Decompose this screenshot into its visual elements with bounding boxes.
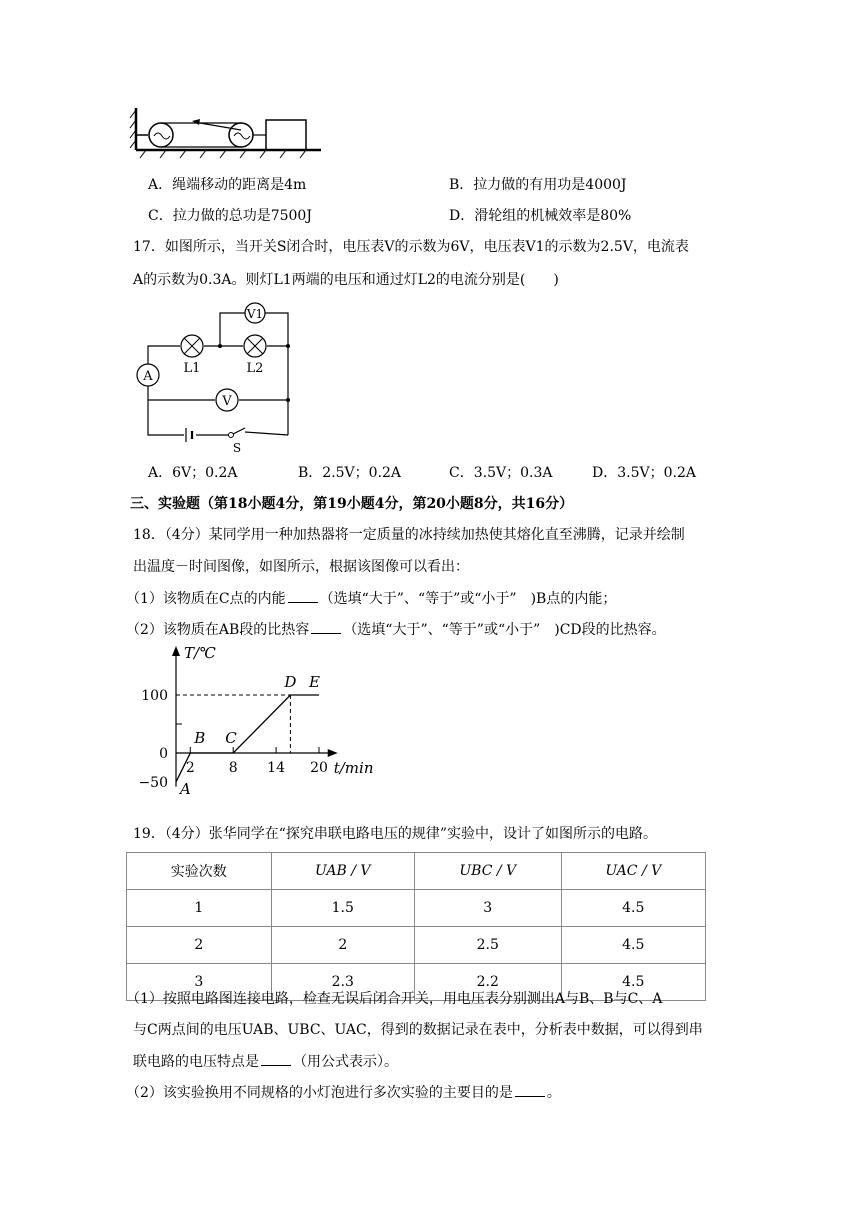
q17-stem-line1: 17．如图所示，当开关S闭合时，电压表V的示数为6V，电压表V1的示数为2.5V，电流表 bbox=[133, 239, 689, 255]
x-axis-arrow bbox=[328, 749, 338, 757]
q18-sub2 bbox=[126, 619, 666, 639]
q17-option-c[interactable]: C．3.5V；0.3A bbox=[449, 465, 553, 481]
point-label-c: C bbox=[225, 729, 237, 747]
q19-sub1-line3 bbox=[133, 1051, 398, 1071]
lamp-l1-label: L1 bbox=[183, 361, 201, 376]
y-tick-label: 0 bbox=[159, 746, 168, 762]
q17-stem-line2: A的示数为0.3A。则灯L1两端的电压和通过灯L2的电流分别是( ) bbox=[133, 272, 559, 288]
q18-sub1-text: （1）该物质在C点的内能 bbox=[126, 591, 286, 607]
table-cell: 1 bbox=[127, 890, 272, 927]
table-header-cell: UAC / V bbox=[561, 853, 705, 890]
q19-sub1-line1: （1）按照电路图连接电路，检查无误后闭合开关，用电压表分别测出A与B、B与C、A bbox=[126, 991, 663, 1007]
table-header-cell: UBC / V bbox=[414, 853, 561, 890]
point-label-e: E bbox=[309, 673, 320, 691]
q17-option-d[interactable]: D．3.5V；0.2A bbox=[592, 465, 696, 481]
voltmeter-v1-symbol bbox=[245, 303, 265, 323]
q19-sub1-answer-blank[interactable] bbox=[261, 1053, 291, 1066]
switch-symbol bbox=[229, 428, 246, 455]
ammeter-symbol bbox=[137, 364, 159, 386]
voltmeter-v-label: V bbox=[222, 394, 232, 409]
point-label-a: A bbox=[180, 780, 191, 798]
q17-option-b[interactable]: B．2.5V；0.2A bbox=[298, 465, 402, 481]
table-cell: 2 bbox=[127, 927, 272, 964]
q18-sub1-answer-blank[interactable] bbox=[288, 590, 318, 603]
switch-label: S bbox=[232, 441, 242, 455]
ammeter-label: A bbox=[143, 369, 153, 384]
y-tick-label: 100 bbox=[141, 688, 168, 704]
voltmeter-v1-label: V1 bbox=[246, 307, 264, 321]
voltage-data-table bbox=[126, 852, 706, 1001]
q16-option-a[interactable]: A．绳端移动的距离是4m bbox=[148, 177, 307, 193]
table-header-cell: 实验次数 bbox=[127, 853, 272, 890]
table-cell: 3 bbox=[414, 890, 561, 927]
q18-stem-line2: 出温度－时间图像，如图所示，根据该图像可以看出： bbox=[133, 559, 469, 575]
q19-sub2 bbox=[126, 1082, 561, 1102]
x-tick-label: 20 bbox=[310, 760, 328, 776]
table-cell: 4.5 bbox=[561, 964, 705, 1001]
table-cell: 3 bbox=[127, 964, 272, 1001]
q19-sub1-line2: 与C两点间的电压UAB、UBC、UAC，得到的数据记录在表中，分析表中数据，可以得到串 bbox=[133, 1022, 703, 1038]
q17-circuit-diagram bbox=[130, 300, 300, 455]
table-cell: 4.5 bbox=[561, 927, 705, 964]
q17-option-a[interactable]: A．6V；0.2A bbox=[148, 465, 238, 481]
point-label-b: B bbox=[194, 729, 206, 747]
point-label-d: D bbox=[284, 673, 297, 691]
section-heading: 三、实验题（第18小题4分，第19小题4分，第20小题8分，共16分） bbox=[130, 496, 574, 512]
lamp-l2-label: L2 bbox=[246, 361, 264, 376]
q19-stem: 19．（4分）张华同学在“探究串联电路电压的规律”实验中，设计了如图所示的电路。 bbox=[133, 826, 658, 842]
table-row bbox=[127, 890, 706, 927]
x-tick-label: 14 bbox=[267, 760, 286, 776]
table-cell: 2 bbox=[271, 927, 414, 964]
q19-sub1-line3-text-end: （用公式表示）。 bbox=[293, 1054, 398, 1070]
q16-option-b[interactable]: B．拉力做的有用功是4000J bbox=[449, 177, 627, 193]
q18-sub1-text-end: （选填“大于”、“等于”或“小于” )B点的内能； bbox=[319, 591, 617, 607]
table-cell: 2.5 bbox=[414, 927, 561, 964]
q18-sub2-text-end: （选填“大于”、“等于”或“小于” )CD段的比热容。 bbox=[343, 622, 666, 638]
table-cell: 2.2 bbox=[414, 964, 561, 1001]
q19-sub2-answer-blank[interactable] bbox=[515, 1084, 545, 1097]
table-row bbox=[127, 927, 706, 964]
table-header-row bbox=[127, 853, 706, 890]
q18-sub2-text: （2）该物质在AB段的比热容 bbox=[126, 622, 310, 638]
q18-stem-line1: 18．（4分）某同学用一种加热器将一定质量的冰持续加热使其熔化直至沸腾，记录并绘制 bbox=[133, 527, 685, 543]
lamp-l2-symbol bbox=[244, 335, 266, 376]
q19-sub1-line3-text: 联电路的电压特点是 bbox=[133, 1054, 259, 1070]
q16-option-d[interactable]: D．滑轮组的机械效率是80% bbox=[449, 208, 632, 224]
q18-sub1 bbox=[126, 588, 616, 608]
q19-sub2-text: （2）该实验换用不同规格的小灯泡进行多次实验的主要目的是 bbox=[126, 1085, 513, 1101]
x-axis-label: t/min bbox=[333, 759, 374, 777]
temperature-time-chart bbox=[126, 640, 426, 805]
y-axis-label: T/℃ bbox=[184, 644, 216, 662]
x-tick-label: 2 bbox=[185, 760, 195, 776]
x-tick-label: 8 bbox=[228, 760, 238, 776]
table-header-cell: UAB / V bbox=[271, 853, 414, 890]
q18-sub2-answer-blank[interactable] bbox=[311, 621, 341, 634]
q19-sub2-text-end: 。 bbox=[546, 1085, 561, 1101]
table-cell: 2.3 bbox=[271, 964, 414, 1001]
battery-symbol bbox=[186, 428, 192, 442]
voltmeter-v-symbol bbox=[216, 389, 238, 411]
y-tick-label: −50 bbox=[138, 775, 168, 791]
pulley-diagram bbox=[126, 100, 326, 162]
y-axis-arrow bbox=[172, 646, 180, 656]
table-cell: 1.5 bbox=[271, 890, 414, 927]
lamp-l1-symbol bbox=[181, 335, 203, 376]
table-cell: 4.5 bbox=[561, 890, 705, 927]
q16-option-c[interactable]: C．拉力做的总功是7500J bbox=[148, 208, 312, 224]
